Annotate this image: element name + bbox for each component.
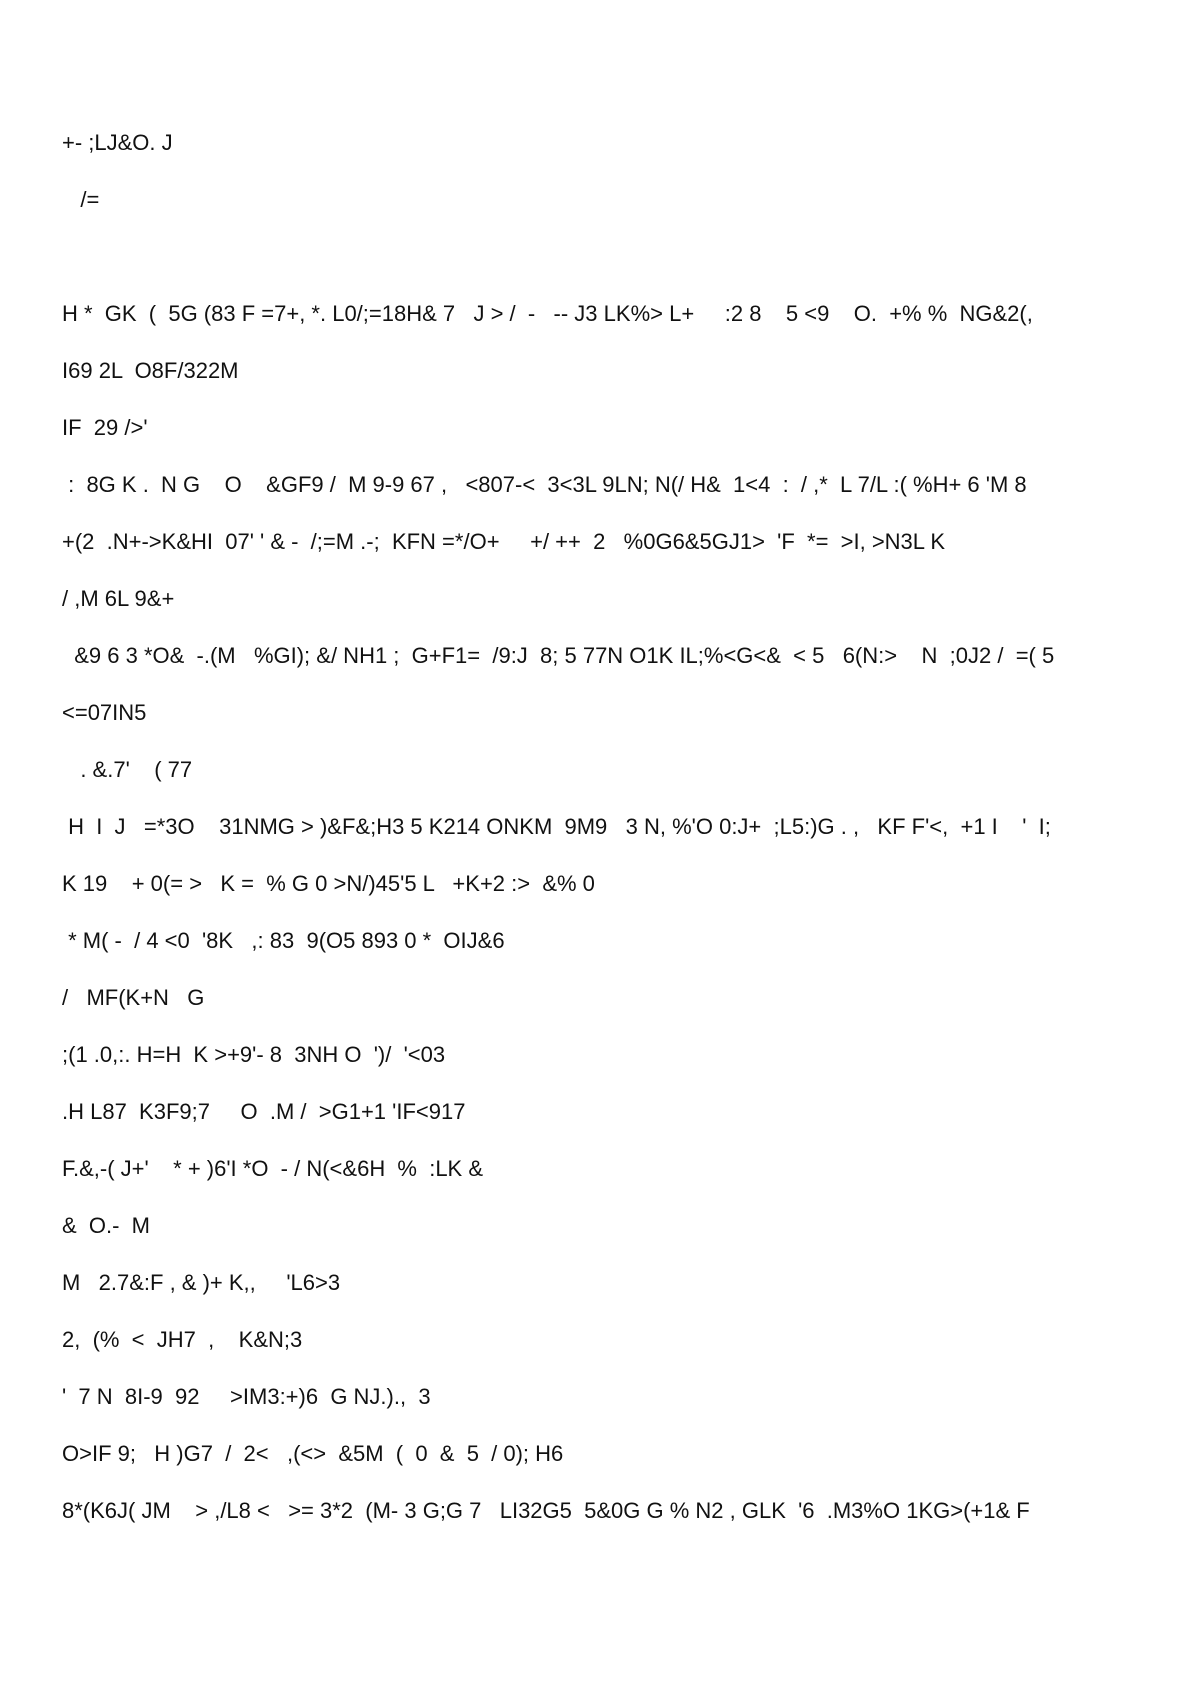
text-line: ' 7 N 8I-9 92 >IM3:+)6 G NJ.)., 3: [62, 1384, 431, 1409]
text-line: IF 29 />': [62, 415, 148, 440]
text-line: M 2.7&:F , & )+ K,, 'L6>3: [62, 1270, 341, 1295]
text-line: +(2 .N+->K&HI 07' ' & - /;=M .-; KFN =*/O+ +/ ++ 2 %0G6&5GJ1> 'F *= >I, >N3L K: [62, 529, 945, 554]
text-line: +- ;LJ&O. J: [62, 130, 173, 155]
text-line: .H L87 K3F9;7 O .M / >G1+1 'IF<917: [62, 1099, 466, 1124]
text-line: H I J =*3O 31NMG > )&F&;H3 5 K214 ONKM 9M9 3 N, %'O 0:J+ ;L5:)G . , KF F'<, +1 I ' I;: [62, 814, 1051, 839]
text-line: H * GK ( 5G (83 F =7+, *. L0/;=18H& 7 J > / - -- J3 LK%> L+ :2 8 5 <9 O. +% % NG&2(,: [62, 301, 1033, 326]
text-line: <=07IN5: [62, 700, 147, 725]
text-line: F.&,-( J+' * + )6'I *O - / N(<&6H % :LK &: [62, 1156, 484, 1181]
text-line: 2, (% < JH7 , K&N;3: [62, 1327, 303, 1352]
text-line: [62, 242, 1152, 299]
text-line: 8*(K6J( JM > ,/L8 < >= 3*2 (M- 3 G;G 7 LI32G5 5&0G G % N2 , GLK '6 .M3%O 1KG>(+1& F: [62, 1498, 1030, 1523]
text-line: O>IF 9; H )G7 / 2< ,(<> &5M ( 0 & 5 / 0); H6: [62, 1441, 564, 1466]
text-line: : 8G K . N G O &GF9 / M 9-9 67 , <807-< 3<3L 9LN; N(/ H& 1<4 : / ,* L 7/L :( %H+ 6 'M 8: [62, 472, 1027, 497]
document-text-body: [62, 128, 1152, 1553]
text-line: I69 2L O8F/322M: [62, 358, 239, 383]
text-line: K 19 + 0(= > K = % G 0 >N/)45'5 L +K+2 :> &% 0: [62, 871, 595, 896]
text-line: &9 6 3 *O& -.(M %GI); &/ NH1 ; G+F1= /9:J 8; 5 77N O1K IL;%<G<& < 5 6(N:> N ;0J2 / =( 5: [62, 643, 1055, 668]
text-line: ;(1 .0,:. H=H K >+9'- 8 3NH O ')/ '<03: [62, 1042, 446, 1067]
text-line: / ,M 6L 9&+: [62, 586, 175, 611]
text-line: & O.- M: [62, 1213, 150, 1238]
text-line: /=: [62, 187, 100, 212]
text-line: * M( - / 4 <0 '8K ,: 83 9(O5 893 0 * OIJ&6: [62, 928, 505, 953]
text-line: / MF(K+N G: [62, 985, 205, 1010]
text-line: . &.7' ( 77: [62, 757, 193, 782]
